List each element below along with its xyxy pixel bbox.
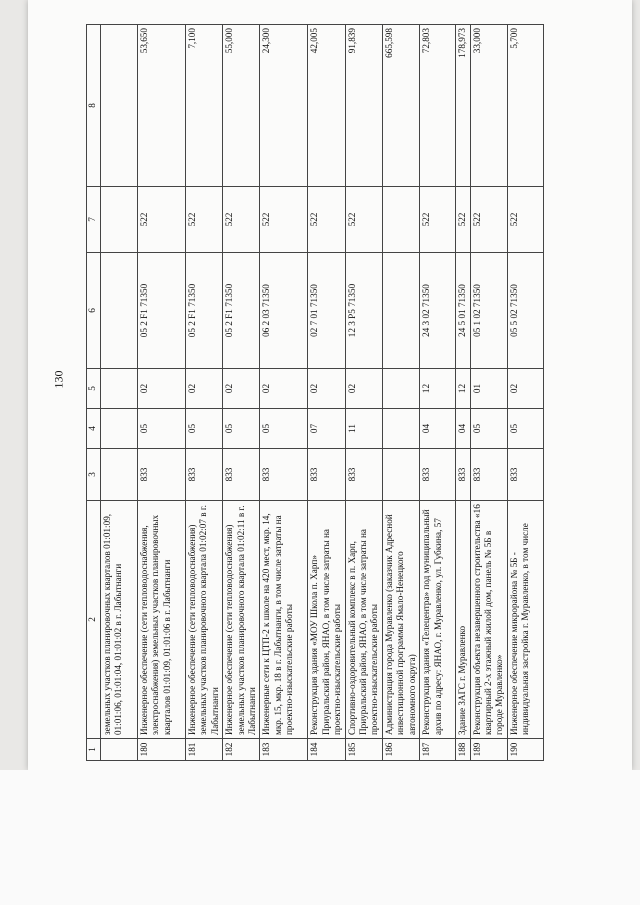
value-cell: 833: [138, 449, 186, 501]
value-cell: 12: [420, 369, 456, 409]
column-header: 6: [87, 253, 101, 369]
value-cell: 02: [223, 369, 260, 409]
value-cell: [382, 187, 419, 253]
value-cell: 05 2 F1 71350: [186, 253, 223, 369]
value-cell: 02: [138, 369, 186, 409]
table-row: [507, 25, 543, 761]
value-cell: 05: [507, 409, 543, 449]
value-cell: 178,973: [456, 25, 470, 187]
value-cell: [101, 449, 138, 501]
value-cell: 05 5 02 71350: [507, 253, 543, 369]
row-number-cell: [101, 739, 138, 761]
value-cell: 522: [308, 187, 345, 253]
table-row: [345, 25, 382, 761]
value-cell: 12 3 P5 71350: [345, 253, 382, 369]
value-cell: 833: [345, 449, 382, 501]
table-row: [308, 25, 345, 761]
value-cell: 5,700: [507, 25, 543, 187]
value-cell: 02: [260, 369, 308, 409]
object-name-cell: Здание ЗАГС г. Муравленко: [456, 501, 470, 739]
value-cell: 02: [345, 369, 382, 409]
value-cell: 42,005: [308, 25, 345, 187]
object-name-cell: Инженерное обеспечение (сети тепловодоснабжения) земельных участков планировочного квартала 01:02:11 в г. Лабытнанги: [223, 501, 260, 739]
value-cell: 53,650: [138, 25, 186, 187]
value-cell: 05 2 F1 71350: [138, 253, 186, 369]
value-cell: 522: [420, 187, 456, 253]
table-row: [382, 25, 419, 761]
row-number-cell: 189: [470, 739, 507, 761]
value-cell: 05: [260, 409, 308, 449]
value-cell: 522: [345, 187, 382, 253]
table-row: [138, 25, 186, 761]
column-header: 4: [87, 409, 101, 449]
object-name-cell: Реконструкция здания «МОУ Школа п. Харп» Приуральский район, ЯНАО, в том числе затраты на проектно-изыскательские работы: [308, 501, 345, 739]
row-number-cell: 190: [507, 739, 543, 761]
object-name-cell: Реконструкция здания «Телецентра» под муниципальный архив по адресу: ЯНАО, г. Муравленко, ул. Губкина, 57: [420, 501, 456, 739]
object-name-cell: Спортивно-оздоровительный комплекс в п. Харп, Приуральский район, ЯНАО, в том числе затраты на проектно-изыскательские работы: [345, 501, 382, 739]
value-cell: 522: [260, 187, 308, 253]
value-cell: 55,000: [223, 25, 260, 187]
value-cell: 02: [308, 369, 345, 409]
row-number-cell: 187: [420, 739, 456, 761]
value-cell: 833: [456, 449, 470, 501]
value-cell: 05 2 F1 71350: [223, 253, 260, 369]
row-number-cell: 186: [382, 739, 419, 761]
row-number-cell: 182: [223, 739, 260, 761]
value-cell: 07: [308, 409, 345, 449]
table-row: [470, 25, 507, 761]
row-number-cell: 184: [308, 739, 345, 761]
object-name-cell: Реконструкция объекта незавершенного строительства «16 квартирный 2-х этажный жилой дом, панель № 5Б в городе Муравленко»: [470, 501, 507, 739]
table-row: [420, 25, 456, 761]
value-cell: [382, 409, 419, 449]
value-cell: 522: [507, 187, 543, 253]
value-cell: 7,100: [186, 25, 223, 187]
value-cell: 833: [507, 449, 543, 501]
value-cell: [101, 369, 138, 409]
value-cell: 522: [456, 187, 470, 253]
value-cell: 833: [308, 449, 345, 501]
table-row: [260, 25, 308, 761]
column-header: 7: [87, 187, 101, 253]
value-cell: 665,598: [382, 25, 419, 187]
table-row: [223, 25, 260, 761]
value-cell: 24 3 02 71350: [420, 253, 456, 369]
value-cell: 91,839: [345, 25, 382, 187]
column-header: 1: [87, 739, 101, 761]
value-cell: 33,000: [470, 25, 507, 187]
column-header: 8: [87, 25, 101, 187]
value-cell: 05: [470, 409, 507, 449]
value-cell: 833: [420, 449, 456, 501]
value-cell: 12: [456, 369, 470, 409]
value-cell: 05: [223, 409, 260, 449]
value-cell: 06 2 03 71350: [260, 253, 308, 369]
value-cell: 833: [186, 449, 223, 501]
object-name-cell: Инженерные сети к ЦТП-2 к школе на 420 мест, мкр. 14, мкр. 15, мкр. 18 в г. Лабытнанги, в том числе затраты на проектно-изыскательские работы: [260, 501, 308, 739]
value-cell: 01: [470, 369, 507, 409]
row-number-cell: 183: [260, 739, 308, 761]
value-cell: 05 1 02 71350: [470, 253, 507, 369]
value-cell: 02 7 01 71350: [308, 253, 345, 369]
value-cell: 833: [470, 449, 507, 501]
row-number-cell: 180: [138, 739, 186, 761]
value-cell: 24,300: [260, 25, 308, 187]
budget-table: [86, 24, 544, 761]
value-cell: 05: [138, 409, 186, 449]
object-name-cell: Инженерное обеспечение микрорайона № 5Б - индивидуальная застройка г. Муравленко, в том числе: [507, 501, 543, 739]
value-cell: 04: [420, 409, 456, 449]
object-name-cell: земельных участков планировочных кварталов 01:01:09, 01:01:06, 01:01:04, 01:01:02 в г. Лабытнанги: [101, 501, 138, 739]
column-header: 2: [87, 501, 101, 739]
table-header-row: [87, 25, 101, 761]
value-cell: [382, 253, 419, 369]
value-cell: [382, 449, 419, 501]
value-cell: 02: [186, 369, 223, 409]
value-cell: 11: [345, 409, 382, 449]
value-cell: 04: [456, 409, 470, 449]
object-name-cell: Администрация города Муравленко (заказчик Адресной инвестиционной программы Ямало-Ненецкого автономного округа): [382, 501, 419, 739]
value-cell: 522: [186, 187, 223, 253]
column-header: 3: [87, 449, 101, 501]
value-cell: [101, 187, 138, 253]
value-cell: 833: [260, 449, 308, 501]
value-cell: 522: [223, 187, 260, 253]
value-cell: 05: [186, 409, 223, 449]
value-cell: [382, 369, 419, 409]
row-number-cell: 188: [456, 739, 470, 761]
value-cell: 02: [507, 369, 543, 409]
rotated-table-wrapper: [86, 25, 592, 761]
table-row: [186, 25, 223, 761]
table-row: [101, 25, 138, 761]
value-cell: [101, 253, 138, 369]
scan-margin: [0, 770, 640, 905]
value-cell: 522: [470, 187, 507, 253]
column-header: 5: [87, 369, 101, 409]
row-number-cell: 181: [186, 739, 223, 761]
object-name-cell: Инженерное обеспечение (сети тепловодоснабжения) земельных участков планировочного квартала 01:02:07 в г. Лабытнанги: [186, 501, 223, 739]
value-cell: [101, 25, 138, 187]
value-cell: [101, 409, 138, 449]
value-cell: 833: [223, 449, 260, 501]
value-cell: 72,803: [420, 25, 456, 187]
value-cell: 24 5 01 71350: [456, 253, 470, 369]
value-cell: 522: [138, 187, 186, 253]
table-row: [456, 25, 470, 761]
page-number: 130: [51, 370, 66, 389]
object-name-cell: Инженерное обеспечение (сети тепловодоснабжения, электроснабжения) земельных участков планировочных кварталов 01:01:09, 01:01:06 в г. Лабытнанги: [138, 501, 186, 739]
row-number-cell: 185: [345, 739, 382, 761]
